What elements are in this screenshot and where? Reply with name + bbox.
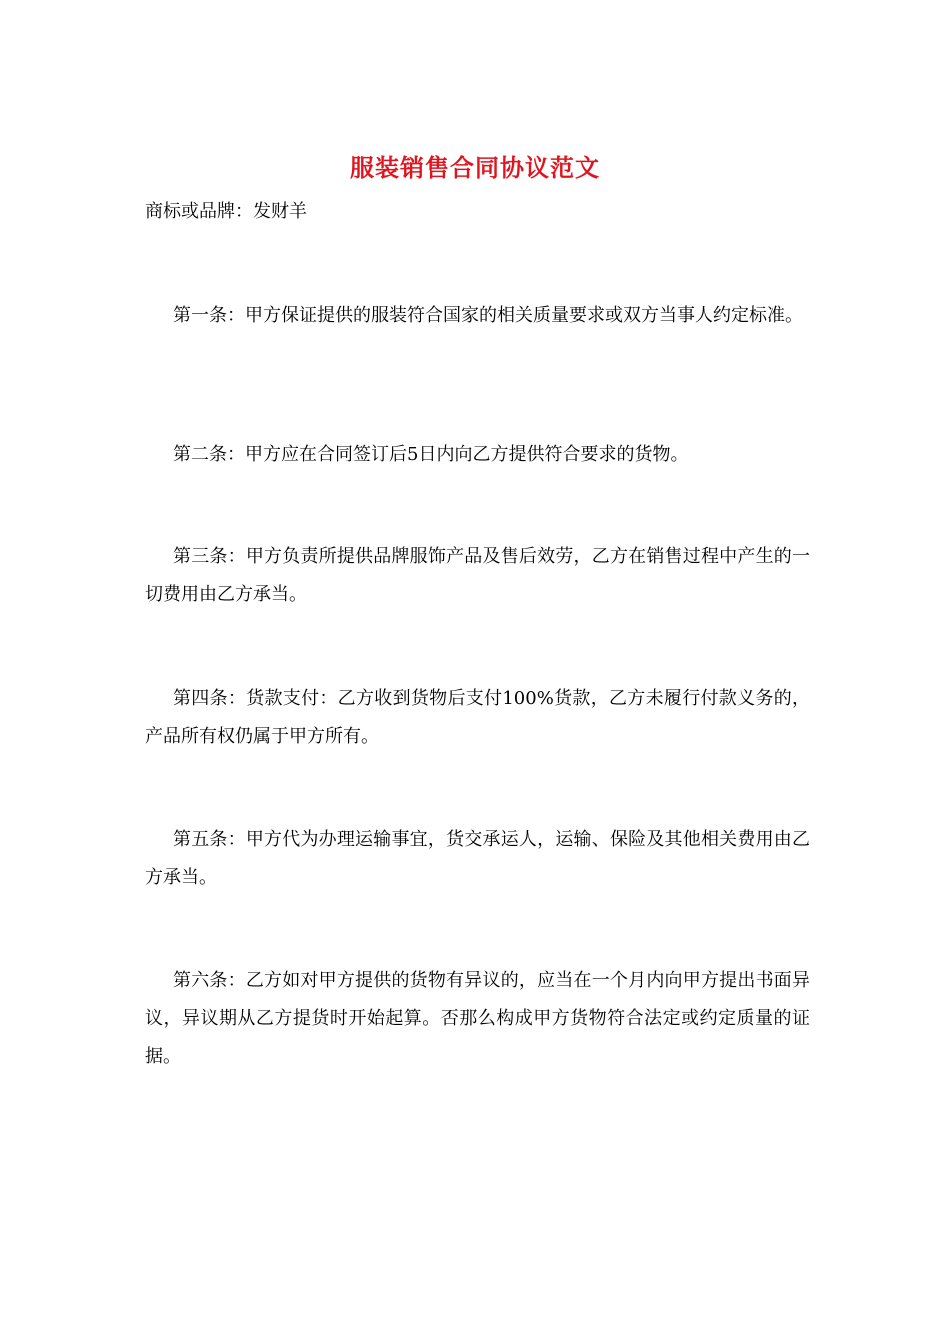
brand-line: 商标或品牌：发财羊 — [145, 201, 307, 222]
clause-4: 第四条：货款支付：乙方收到货物后支付100%货款，乙方未履行付款义务的，产品所有权仍属于甲方所有。 — [145, 688, 810, 747]
clause-1: 第一条：甲方保证提供的服装符合国家的相关质量要求或双方当事人约定标准。 — [173, 305, 803, 326]
clause-6: 第六条：乙方如对甲方提供的货物有异议的，应当在一个月内向甲方提出书面异议，异议期从乙方提货时开始起算。否那么构成甲方货物符合法定或约定质量的证据。 — [145, 970, 810, 1067]
clause-3: 第三条：甲方负责所提供品牌服饰产品及售后效劳，乙方在销售过程中产生的一切费用由乙方承当。 — [145, 546, 810, 605]
clause-5: 第五条：甲方代为办理运输事宜，货交承运人，运输、保险及其他相关费用由乙方承当。 — [145, 829, 810, 888]
document-title: 服装销售合同协议范文 — [350, 153, 600, 182]
clause-2: 第二条：甲方应在合同签订后5日内向乙方提供符合要求的货物。 — [173, 444, 689, 465]
